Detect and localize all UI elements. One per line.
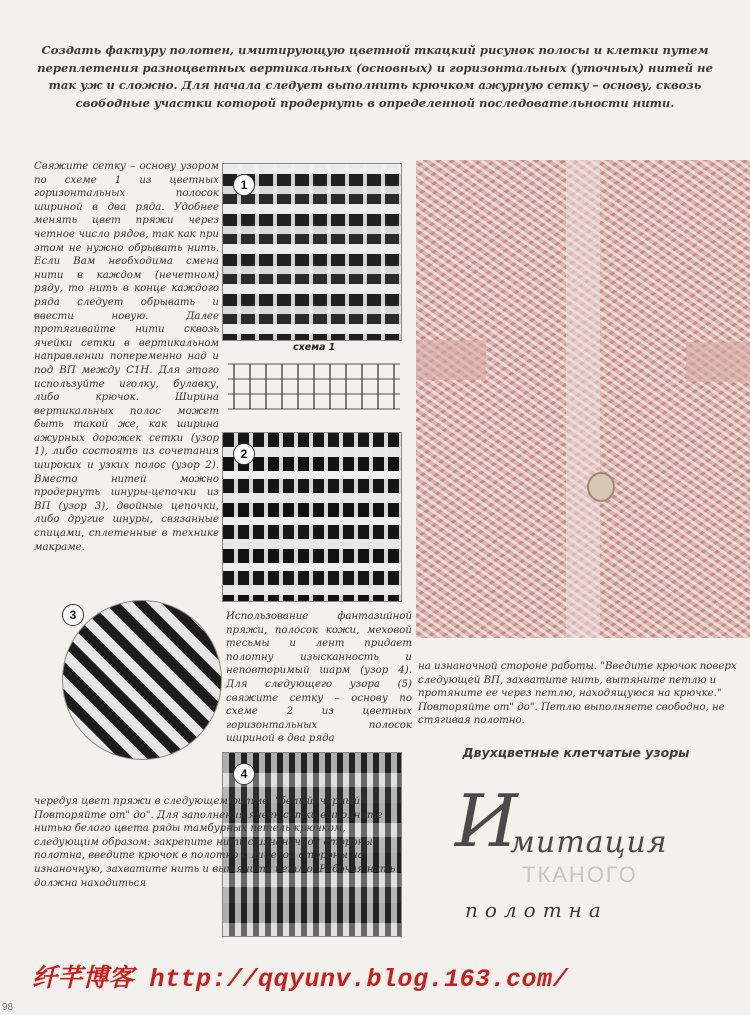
- pocket-right: [686, 342, 750, 382]
- body-text-right: на изнаночной стороне работы. "Введите крючок поверх следующей ВП, захватите нить, вытяните петлю и протяните ее через петлю, находящуюся на крючке." Повторяйте от" до". Петлю выполняете свободно, не стягивая полотно.: [418, 661, 737, 727]
- body-text-bottom: чередуя цвет пряжи в следующем ритме: "белый, черный". Повторяйте от" до". Для заполнения ячеек сетки выполните нитью белого цвета ряды тамбурных петель крючком, следующим образом: закрепите нить с изнаночной стороны полотна, введите крючок в полотно с лицевой стороны на изнаночную, захватите нить и вытяните петлю. Рабочая нить должна находиться: [34, 796, 396, 889]
- title-word-1: митация: [510, 825, 668, 860]
- swatch-number-4: 4: [233, 763, 255, 785]
- section-heading: Двухцветные клетчатые узоры: [462, 745, 690, 760]
- page-number: 98: [2, 1002, 14, 1013]
- swatch-pattern-3: [62, 600, 222, 760]
- cardigan-photo: [416, 160, 750, 638]
- button-icon: [587, 472, 615, 502]
- swatch-number-3: 3: [62, 604, 84, 626]
- swatch-number-1: 1: [233, 174, 255, 196]
- title-initial: И: [455, 779, 518, 863]
- title-word-3: полотна: [465, 898, 608, 922]
- body-text-left: Свяжите сетку – основу узором по схеме 1 из цветных горизонтальных полосок шириной в два ряда. Удобнее менять цвет пряжи через четное число рядов, так как при этом не нужно обрывать нить. Если Вам необходима смена нити в каждом (нечетном) ряду, то нить в конце каждого ряда следует обрывать и ввести новую. Далее протягивайте нити сквозь ячейки сетки в вертикальном направлении попеременно над и под ВП между С1Н. Для этого используйте иголку, булавку, либо крючок. Ширина вертикальных полос может быть такой же, как ширина ажурных дорожек сетки (узор 1), либо состоять из сочетания широких и узких полос (узор 2). Вместо нитей можно продернуть шнуры-цепочки из ВП (узор 3), двойные цепочки, либо другие шнуры, связанные спицами, сплетенные в технике макраме.: [34, 161, 219, 553]
- cardigan-placket: [566, 160, 600, 638]
- swatch-pattern-2: [222, 432, 402, 602]
- swatch-pattern-1: [222, 163, 402, 341]
- title-word-2: ТКАНОГО: [522, 862, 638, 887]
- pocket-left: [416, 340, 486, 380]
- body-text-middle: Использование фантазийной пряжи, полосок кожи, меховой тесьмы и лент придает полотну изысканность и неповторимый шарм (узор 4). Для следующего узора (5) свяжите сетку – основу по схеме 2 из цветных горизонтальных полосок шириной в два ряда: [226, 611, 412, 745]
- scheme-label: схема 1: [293, 342, 336, 353]
- scheme-1-diagram: [228, 354, 400, 414]
- intro-paragraph: Создать фактуру полотен, имитирующую цветной ткацкий рисунок полосы и клетки путем переплетения разноцветных вертикальных (основных) и горизонтальных (уточных) нитей не так уж и сложно. Для начала следует выполнить крючком ажурную сетку – основу, сквозь свободные участки которой продернуть в определенной последовательности нити.: [37, 43, 713, 110]
- swatch-number-2: 2: [233, 443, 255, 465]
- watermark: 纤芊博客 http://qqyunv.blog.163.com/: [32, 965, 569, 994]
